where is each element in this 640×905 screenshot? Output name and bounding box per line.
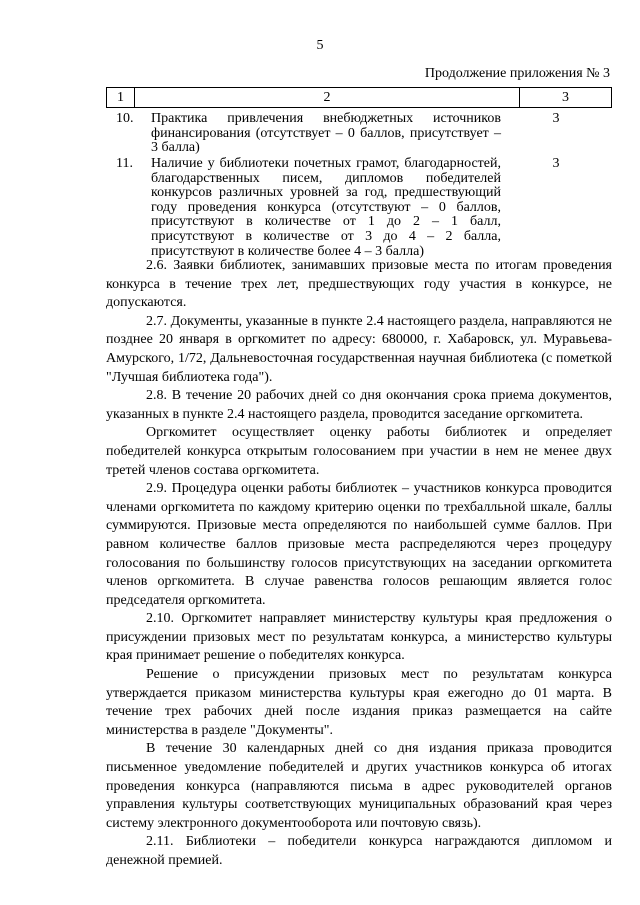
criteria-table-header	[106, 87, 612, 108]
paragraph-2-9: 2.9. Процедура оценки работы библиотек – участников конкурса проводится членами оргкомитета по каждому критерию оценки по трехбалльной шкале, баллы суммируются. Призовые места определяются по наибольшей сумме баллов. При равном количестве баллов призовые места распределяются через процедуру голосования по большинству голосов присутствующих на заседании оргкомитета членов оргкомитета. В случае равенства голосов решающим является голос председателя оргкомитета.	[106, 481, 612, 608]
paragraph-notification: В течение 30 календарных дней со дня издания приказа проводится письменное уведомление победителей и других участников конкурса об итогах проведения конкурса (направляются письма в адрес руководителей органов управления культуры соответствующих муниципальных образований края через систему электронного документооборота или почтовую связь).	[106, 741, 612, 831]
paragraph-2-8: 2.8. В течение 20 рабочих дней со дня окончания срока приема документов, указанных в пункте 2.4 настоящего раздела, проводится заседание оргкомитета.	[106, 388, 612, 422]
criterion-score: 3	[552, 111, 560, 126]
paragraph-2-7: 2.7. Документы, указанные в пункте 2.4 настоящего раздела, направляются не позднее 20 января в оргкомитет по адресу: 680000, г. Хабаровск, ул. Муравьева-Амурского, 1/72, Дальневосточная государственная научная библиотека (с пометкой "Лучшая библиотека года").	[106, 313, 612, 385]
criterion-text: Практика привлечения внебюджетных источников финансирования (отсутствует – 0 баллов, присутствует – 3 балла)	[151, 111, 501, 156]
paragraph-2-11: 2.11. Библиотеки – победители конкурса награждаются дипломом и денежной премией.	[106, 834, 612, 868]
paragraph-award-decision: Решение о присуждении призовых мест по результатам конкурса утверждается приказом министерства культуры края ежегодно до 01 марта. В течение трех рабочих дней после издания приказ размещается на сайте министерства в разделе "Документы".	[106, 667, 612, 738]
paragraph-orgcommittee-assessment: Оргкомитет осуществляет оценку работы библиотек и определяет победителей конкурса открытым голосованием при участии в нем не менее двух третей членов состава оргкомитета.	[106, 425, 612, 478]
column-header-3: 3	[520, 88, 612, 108]
criterion-score: 3	[552, 156, 560, 171]
row-number: 10.	[116, 111, 134, 126]
document-body	[106, 257, 612, 871]
column-header-2: 2	[135, 88, 520, 108]
criterion-text: Наличие у библиотеки почетных грамот, благодарностей, благодарственных писем, дипломов победителей конкурсов различных уровней за год, предшествующий году проведения конкурса (отсутствуют – 0 баллов, присутствуют в количестве от 1 до 2 – 1 балл, присутствуют в количестве от 3 до 4 – 2 балла, присутствуют в количестве более 4 – 3 балла)	[151, 156, 501, 259]
paragraph-2-10: 2.10. Оргкомитет направляет министерству культуры края предложения о присуждении призовых мест по результатам конкурса, а министерство культуры края принимает решение о победителях конкурса.	[106, 611, 612, 664]
column-header-1: 1	[107, 88, 135, 108]
appendix-continuation-label: Продолжение приложения № 3	[424, 66, 610, 81]
page-number: 5	[316, 38, 324, 53]
paragraph-2-6: 2.6. Заявки библиотек, занимавших призовые места по итогам проведения конкурса в течение трех лет, предшествующих году участия в конкурсе, не допускаются.	[106, 258, 612, 311]
row-number: 11.	[116, 156, 133, 171]
